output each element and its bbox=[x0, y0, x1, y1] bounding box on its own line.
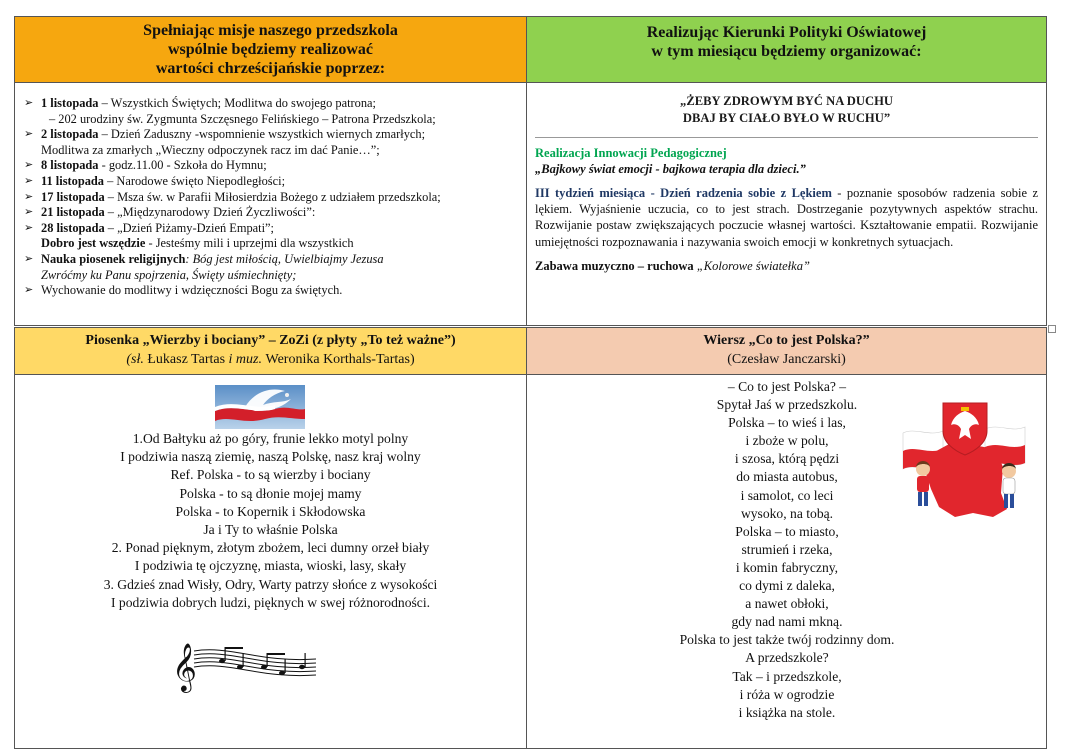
list-item bbox=[21, 221, 522, 237]
lyric-line: Polska - to są dłonie mojej mamy bbox=[179, 485, 362, 501]
event-text: Wychowanie do modlitwy i wdzięczności Bogu za świętych. bbox=[41, 283, 343, 298]
event-text: – 202 urodziny św. Zygmunta Szczęsnego Felińskiego – Patrona Przedszkola; bbox=[49, 111, 436, 126]
event-text: – Wszystkich Świętych; Modlitwa do swojego patrona; bbox=[98, 96, 376, 110]
list-item bbox=[21, 174, 522, 190]
event-text: - Jesteśmy mili i uprzejmi dla wszystkich bbox=[145, 236, 354, 251]
event-text: – Narodowe święto Niepodległości; bbox=[104, 173, 286, 188]
motto-line: DBAJ BY CIAŁO BYŁO W RUCHU” bbox=[682, 110, 891, 125]
event-text: Modlitwa za zmarłych „Wieczny odpoczynek racz im dać Panie…”; bbox=[41, 142, 380, 157]
table-resize-handle[interactable] bbox=[1048, 325, 1056, 333]
poem-line: gdy nad nami mkną. bbox=[731, 614, 843, 630]
event-date: 1 listopada bbox=[41, 96, 99, 110]
poem-line: Spytał Jaś w przedszkolu. bbox=[716, 397, 858, 413]
lyric-line: Polska - to Kopernik i Skłodowska bbox=[175, 503, 366, 519]
list-item bbox=[21, 283, 522, 299]
arrow-bullet-icon: ➢ bbox=[24, 159, 34, 172]
event-date: 8 listopada bbox=[41, 158, 99, 173]
event-text: - godz.11.00 - Szkoła do Hymnu; bbox=[98, 158, 267, 173]
song-lyrics bbox=[15, 430, 526, 612]
events-list bbox=[21, 96, 522, 299]
divider bbox=[535, 137, 1038, 138]
arrow-bullet-icon: ➢ bbox=[24, 190, 34, 203]
poem-body bbox=[526, 374, 1047, 749]
lyric-line: Ja i Ty to właśnie Polska bbox=[203, 522, 338, 538]
event-text: – Msza św. w Parafii Miłosierdzia Bożego z udziałem przedszkola; bbox=[104, 189, 441, 204]
song-header bbox=[14, 327, 527, 375]
arrow-bullet-icon: ➢ bbox=[24, 252, 34, 265]
top-right-body bbox=[526, 82, 1047, 326]
poem-author: (Czesław Janczarski) bbox=[727, 352, 846, 367]
song-body bbox=[14, 374, 527, 749]
poem-header bbox=[526, 327, 1047, 375]
motto bbox=[535, 93, 1038, 126]
event-text: – Dzień Zaduszny -wspomnienie wszystkich wiernych zmarłych; bbox=[98, 127, 426, 142]
event-date: 11 listopada bbox=[41, 173, 105, 188]
poem-line: i zboże w polu, bbox=[745, 433, 829, 449]
top-left-header bbox=[14, 16, 527, 83]
innovation-name: „Bajkowy świat emocji - bajkowa terapia dla dzieci.” bbox=[535, 162, 806, 176]
poem-line: – Co to jest Polska? – bbox=[727, 379, 847, 394]
poem-line: Polska to jest także twój rodzinny dom. bbox=[679, 632, 895, 648]
event-date: 28 listopada bbox=[41, 220, 105, 235]
week-description bbox=[535, 185, 1038, 250]
lyric-line: I podziwia tę ojczyznę, miasta, wioski, lasy, skały bbox=[134, 558, 407, 574]
credit-label: i muz. bbox=[225, 352, 266, 367]
list-item bbox=[21, 205, 522, 221]
poland-map-children-image bbox=[895, 397, 1033, 529]
poem-line: do miasta autobus, bbox=[736, 469, 838, 485]
lyric-line: Ref. Polska - to są wierzby i bociany bbox=[170, 467, 371, 483]
event-title: Dobro jest wszędzie bbox=[41, 236, 146, 251]
composer: Weronika Korthals-Tartas) bbox=[265, 352, 415, 367]
motto-line: „ŻEBY ZDROWYM BYĆ NA DUCHU bbox=[680, 94, 893, 108]
header-line: wartości chrześcijańskie poprzez: bbox=[155, 60, 386, 77]
music-notes-image bbox=[170, 637, 320, 697]
list-item bbox=[21, 236, 522, 252]
lyric-line: 1.Od Bałtyku aż po góry, frunie lekko motyl polny bbox=[132, 431, 409, 446]
svg-text:𝄞: 𝄞 bbox=[172, 642, 197, 691]
poem-line: i szosa, którą pędzi bbox=[734, 451, 840, 467]
poem-line: i komin fabryczny, bbox=[735, 559, 839, 575]
poem-line: A przedszkole? bbox=[745, 650, 829, 666]
arrow-bullet-icon: ➢ bbox=[24, 206, 34, 219]
list-item bbox=[21, 268, 522, 284]
week-text: - poznanie sposobów radzenia sobie z lękiem. Wyjaśnienie uczucia, co to jest strach. Dostrzeganie pozytywnych aspektów strachu. Rozwijanie postaw zwiększających poczucie własnej wartości. Kształtowanie empatii. Rozwijanie umiejętności rozpoznawania i nazywania swoich emocji w konkretnych sytuacjach. bbox=[535, 186, 1038, 249]
poem-line: a nawet obłoki, bbox=[745, 596, 829, 612]
poem-line: Tak – i przedszkole, bbox=[732, 668, 842, 684]
poem-title: Wiersz „Co to jest Polska?” bbox=[703, 333, 870, 348]
poem-line: strumień i rzeka, bbox=[741, 541, 833, 557]
arrow-bullet-icon: ➢ bbox=[24, 284, 34, 297]
game-name: „Kolorowe światełka” bbox=[696, 258, 810, 273]
song-titles: : Bóg jest miłością, Uwielbiajmy Jezusa bbox=[185, 251, 384, 266]
credit-label: (sł. bbox=[126, 352, 148, 367]
lyric-line: I podziwia dobrych ludzi, pięknych w swej różnorodności. bbox=[111, 594, 430, 610]
poem-line: i róża w ogrodzie bbox=[739, 686, 835, 702]
arrow-bullet-icon: ➢ bbox=[24, 128, 34, 141]
list-item bbox=[21, 158, 522, 174]
lyric-line: 2. Ponad pięknym, złotym zbożem, leci dumny orzeł biały bbox=[111, 540, 430, 556]
top-left-body bbox=[14, 82, 527, 326]
game-label: Zabawa muzyczno – ruchowa bbox=[535, 258, 697, 273]
poem-line: Polska – to miasto, bbox=[735, 523, 839, 539]
list-item bbox=[21, 96, 522, 112]
event-date: 17 listopada bbox=[41, 189, 105, 204]
list-item bbox=[21, 190, 522, 206]
eagle-flag-image bbox=[215, 385, 305, 429]
week-title: III tydzień miesiąca - Dzień radzenia sobie z Lękiem bbox=[535, 186, 832, 200]
lyric-line: 3. Gdzieś znad Wisły, Odry, Warty patrzy słońce z wysokości bbox=[103, 576, 438, 592]
poem-line: wysoko, na tobą. bbox=[740, 505, 834, 521]
lyricist: Łukasz Tartas bbox=[147, 352, 226, 367]
header-line: Spełniając misje naszego przedszkola bbox=[143, 22, 398, 39]
poem-line: Polska – to wieś i las, bbox=[728, 415, 846, 431]
header-line: wspólnie będziemy realizować bbox=[167, 41, 373, 58]
arrow-bullet-icon: ➢ bbox=[24, 97, 34, 109]
list-item bbox=[21, 252, 522, 268]
song-title: Piosenka „Wierzby i bociany” – ZoZi (z płyty „To też ważne”) bbox=[85, 333, 456, 348]
arrow-bullet-icon: ➢ bbox=[24, 221, 34, 234]
list-item bbox=[21, 127, 522, 143]
event-text: – „Dzień Piżamy-Dzień Empati”; bbox=[104, 220, 274, 235]
event-text: – „Międzynarodowy Dzień Życzliwości”: bbox=[104, 205, 316, 220]
header-line: w tym miesiącu będziemy organizować: bbox=[651, 43, 922, 60]
innovation-title: Realizacja Innowacji Pedagogicznej bbox=[535, 146, 727, 160]
header-line: Realizując Kierunki Polityki Oświatowej bbox=[646, 24, 927, 41]
list-item bbox=[21, 143, 522, 159]
game bbox=[535, 258, 1038, 274]
arrow-bullet-icon: ➢ bbox=[24, 174, 34, 187]
song-titles: Zwróćmy ku Panu spojrzenia, Święty uśmiechnięty; bbox=[41, 267, 297, 282]
event-date: 21 listopada bbox=[41, 205, 105, 220]
song-credits bbox=[15, 350, 526, 369]
event-date: 2 listopada bbox=[41, 127, 99, 142]
poem-line: i książka na stole. bbox=[738, 704, 836, 720]
event-title: Nauka piosenek religijnych bbox=[41, 251, 186, 266]
poem-line: i samolot, co leci bbox=[740, 487, 834, 503]
list-item bbox=[21, 112, 522, 128]
lyric-line: I podziwia naszą ziemię, naszą Polskę, nasz kraj wolny bbox=[120, 449, 421, 465]
top-right-header bbox=[526, 16, 1047, 83]
poem-line: co dymi z daleka, bbox=[739, 578, 835, 594]
